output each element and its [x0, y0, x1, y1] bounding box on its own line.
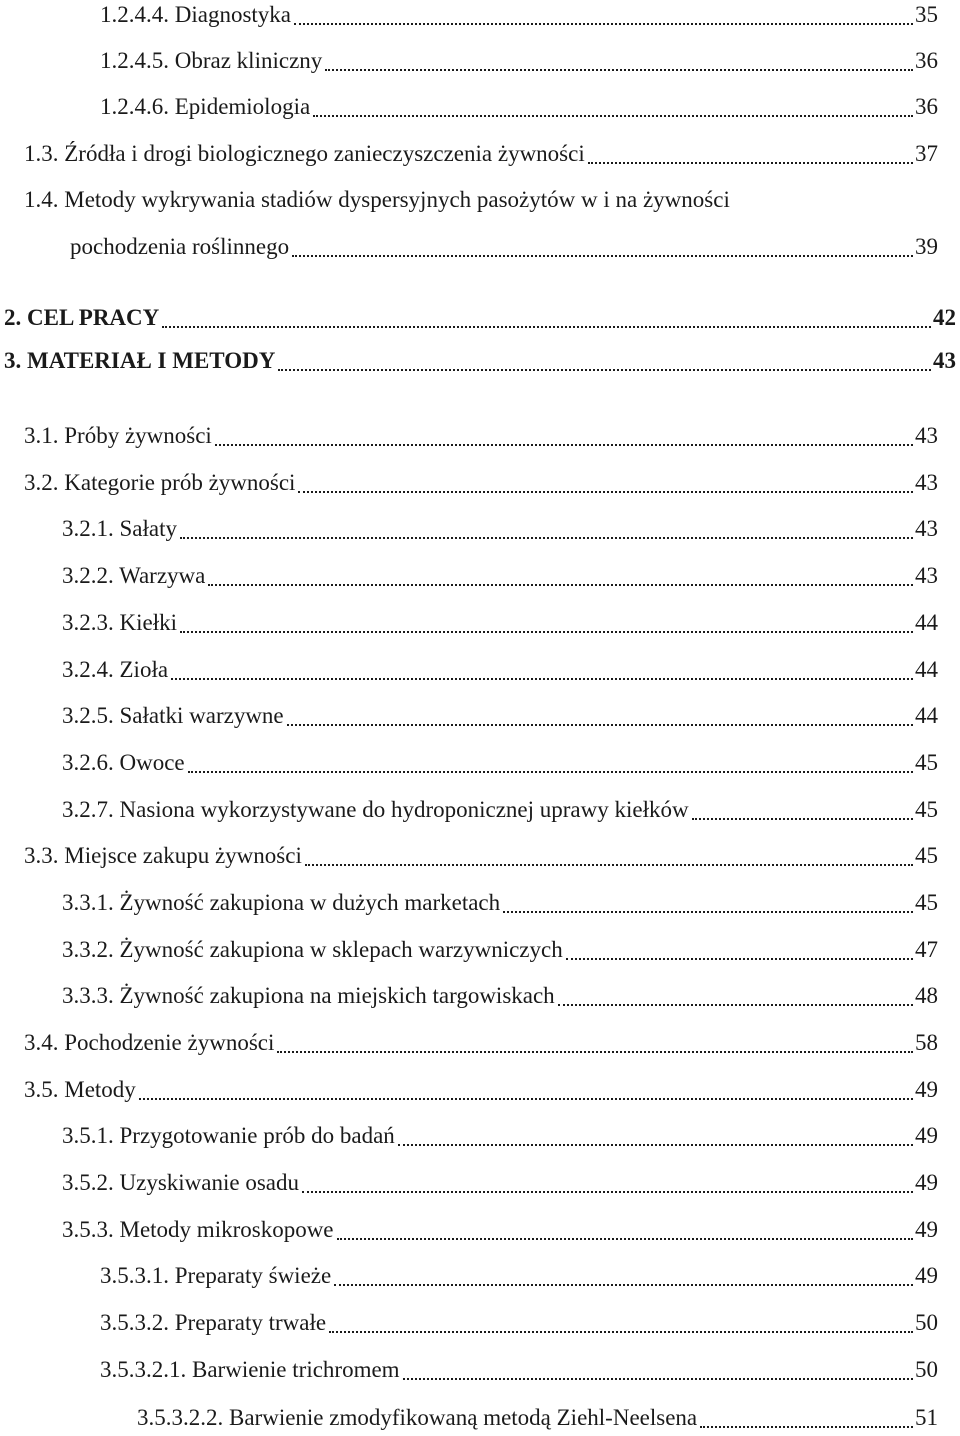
toc-entry-label: 1.3. Źródła i drogi biologicznego zanieczyszczenia żywności [24, 141, 585, 166]
toc-entry-label: 3.3.1. Żywność zakupiona w dużych marketach [62, 890, 501, 915]
dot-leader [403, 1377, 913, 1380]
dot-leader [278, 368, 931, 371]
toc-entry-label: 3.3.3. Żywność zakupiona na miejskich targowiskach [62, 983, 555, 1008]
toc-entry [62, 514, 938, 544]
dot-leader [171, 677, 913, 680]
toc-entry [62, 981, 938, 1011]
toc-entry-label: 3.2.2. Warzywa [62, 563, 206, 588]
dot-leader [337, 1237, 913, 1240]
toc-entry [100, 46, 938, 76]
toc-entry-page: 44 [915, 657, 938, 682]
dot-leader [692, 817, 913, 820]
toc-entry-page: 43 [933, 348, 956, 373]
dot-leader [503, 910, 913, 913]
dot-leader [329, 1330, 913, 1333]
toc-entry [100, 1308, 938, 1338]
toc-entry-page: 45 [915, 890, 938, 915]
toc-entry-page: 42 [933, 305, 956, 330]
toc-entry [62, 795, 938, 825]
toc-entry-page: 37 [915, 141, 938, 166]
toc-entry [100, 1261, 938, 1291]
toc-entry [62, 1121, 938, 1151]
dot-leader [277, 1050, 913, 1053]
toc-entry-label: 3.5.3.2.2. Barwienie zmodyfikowaną metodą Ziehl-Neelsena [137, 1405, 698, 1430]
toc-entry-label: 1.2.4.4. Diagnostyka [100, 2, 292, 27]
toc-entry-label: 3.2.3. Kiełki [62, 610, 177, 635]
toc-entry-page: 45 [915, 750, 938, 775]
toc-entry-page: 49 [915, 1263, 938, 1288]
toc-entry [24, 841, 938, 871]
toc-entry-label: pochodzenia roślinnego [70, 234, 290, 259]
toc-entry-label: 3.5.2. Uzyskiwanie osadu [62, 1170, 299, 1195]
toc-entry [24, 185, 938, 215]
dot-leader [162, 325, 931, 328]
toc-entry-page: 43 [915, 470, 938, 495]
toc-entry-label: 1.2.4.6. Epidemiologia [100, 94, 311, 119]
toc-entry-page: 44 [915, 610, 938, 635]
toc-entry-label: 3.5. Metody [24, 1077, 136, 1102]
dot-leader [566, 957, 913, 960]
toc-entry-page: 44 [915, 703, 938, 728]
toc-entry-page: 43 [915, 563, 938, 588]
toc-entry-label: 1.2.4.5. Obraz kliniczny [100, 48, 323, 73]
dot-leader [305, 863, 913, 866]
toc-entry-page: 47 [915, 937, 938, 962]
toc-entry-label: 3.2.5. Sałatki warzywne [62, 703, 284, 728]
toc-entry [62, 561, 938, 591]
toc-entry [62, 748, 938, 778]
dot-leader [302, 1190, 913, 1193]
toc-entry-page: 50 [915, 1310, 938, 1335]
toc-entry-page: 58 [915, 1030, 938, 1055]
toc-entry-label: 2. CEL PRACY [4, 305, 160, 330]
toc-entry [100, 1355, 938, 1385]
toc-entry [62, 655, 938, 685]
toc-entry [100, 0, 938, 30]
toc-entry-page: 39 [915, 234, 938, 259]
toc-entry-label: 3.2.4. Zioła [62, 657, 169, 682]
toc-entry-label: 3.2.7. Nasiona wykorzystywane do hydroponicznej uprawy kiełków [62, 797, 689, 822]
toc-entry [62, 935, 938, 965]
toc-entry [4, 346, 956, 376]
toc-entry [62, 1168, 938, 1198]
toc-entry-page: 49 [915, 1123, 938, 1148]
toc-entry-label: 3.2.6. Owoce [62, 750, 185, 775]
dot-leader [180, 630, 913, 633]
toc-entry [24, 421, 938, 451]
toc-entry-page: 45 [915, 797, 938, 822]
toc-entry [62, 1215, 938, 1245]
toc-entry [100, 92, 938, 122]
dot-leader [298, 490, 913, 493]
toc-entry-page: 45 [915, 843, 938, 868]
toc-entry-page: 36 [915, 94, 938, 119]
toc-entry-label: 3.3. Miejsce zakupu żywności [24, 843, 302, 868]
toc-entry-label: 3.5.3.1. Preparaty świeże [100, 1263, 332, 1288]
dot-leader [313, 114, 913, 117]
toc-entry [24, 1075, 938, 1105]
toc-entry-label: 3. MATERIAŁ I METODY [4, 348, 276, 373]
dot-leader [188, 770, 913, 773]
toc-entry [24, 1028, 938, 1058]
toc-entry-page: 49 [915, 1217, 938, 1242]
toc-entry-label: 3.5.1. Przygotowanie prób do badań [62, 1123, 395, 1148]
dot-leader [287, 723, 913, 726]
dot-leader [700, 1425, 913, 1428]
toc-entry-label: 3.5.3.2. Preparaty trwałe [100, 1310, 327, 1335]
toc-entry [62, 888, 938, 918]
toc-entry [4, 303, 956, 333]
toc-entry [137, 1403, 938, 1433]
toc-entry [62, 608, 938, 638]
dot-leader [558, 1003, 913, 1006]
toc-entry-page: 50 [915, 1357, 938, 1382]
toc-entry-label: 1.4. Metody wykrywania stadiów dyspersyjnych pasożytów w i na żywności [24, 187, 730, 212]
toc-entry-label: 3.2.1. Sałaty [62, 516, 177, 541]
toc-entry-label: 3.2. Kategorie prób żywności [24, 470, 296, 495]
dot-leader [208, 583, 913, 586]
dot-leader [294, 22, 913, 25]
dot-leader [215, 443, 913, 446]
toc-entry-page: 35 [915, 2, 938, 27]
toc-entry [70, 232, 938, 262]
toc-entry-label: 3.5.3. Metody mikroskopowe [62, 1217, 334, 1242]
toc-entry-page: 36 [915, 48, 938, 73]
toc-entry-page: 51 [915, 1405, 938, 1430]
toc-entry-page: 49 [915, 1077, 938, 1102]
dot-leader [588, 161, 913, 164]
dot-leader [398, 1143, 913, 1146]
dot-leader [334, 1283, 913, 1286]
toc-entry-label: 3.1. Próby żywności [24, 423, 212, 448]
toc-entry-label: 3.3.2. Żywność zakupiona w sklepach warzywniczych [62, 937, 563, 962]
toc-entry-page: 48 [915, 983, 938, 1008]
dot-leader [325, 68, 913, 71]
toc-entry-page: 49 [915, 1170, 938, 1195]
toc-entry-page: 43 [915, 423, 938, 448]
dot-leader [292, 254, 913, 257]
toc-entry-page: 43 [915, 516, 938, 541]
toc-entry [24, 468, 938, 498]
toc-entry-label: 3.5.3.2.1. Barwienie trichromem [100, 1357, 400, 1382]
dot-leader [180, 536, 913, 539]
dot-leader [139, 1097, 913, 1100]
toc-entry [24, 139, 938, 169]
toc-entry [62, 701, 938, 731]
toc-entry-label: 3.4. Pochodzenie żywności [24, 1030, 275, 1055]
